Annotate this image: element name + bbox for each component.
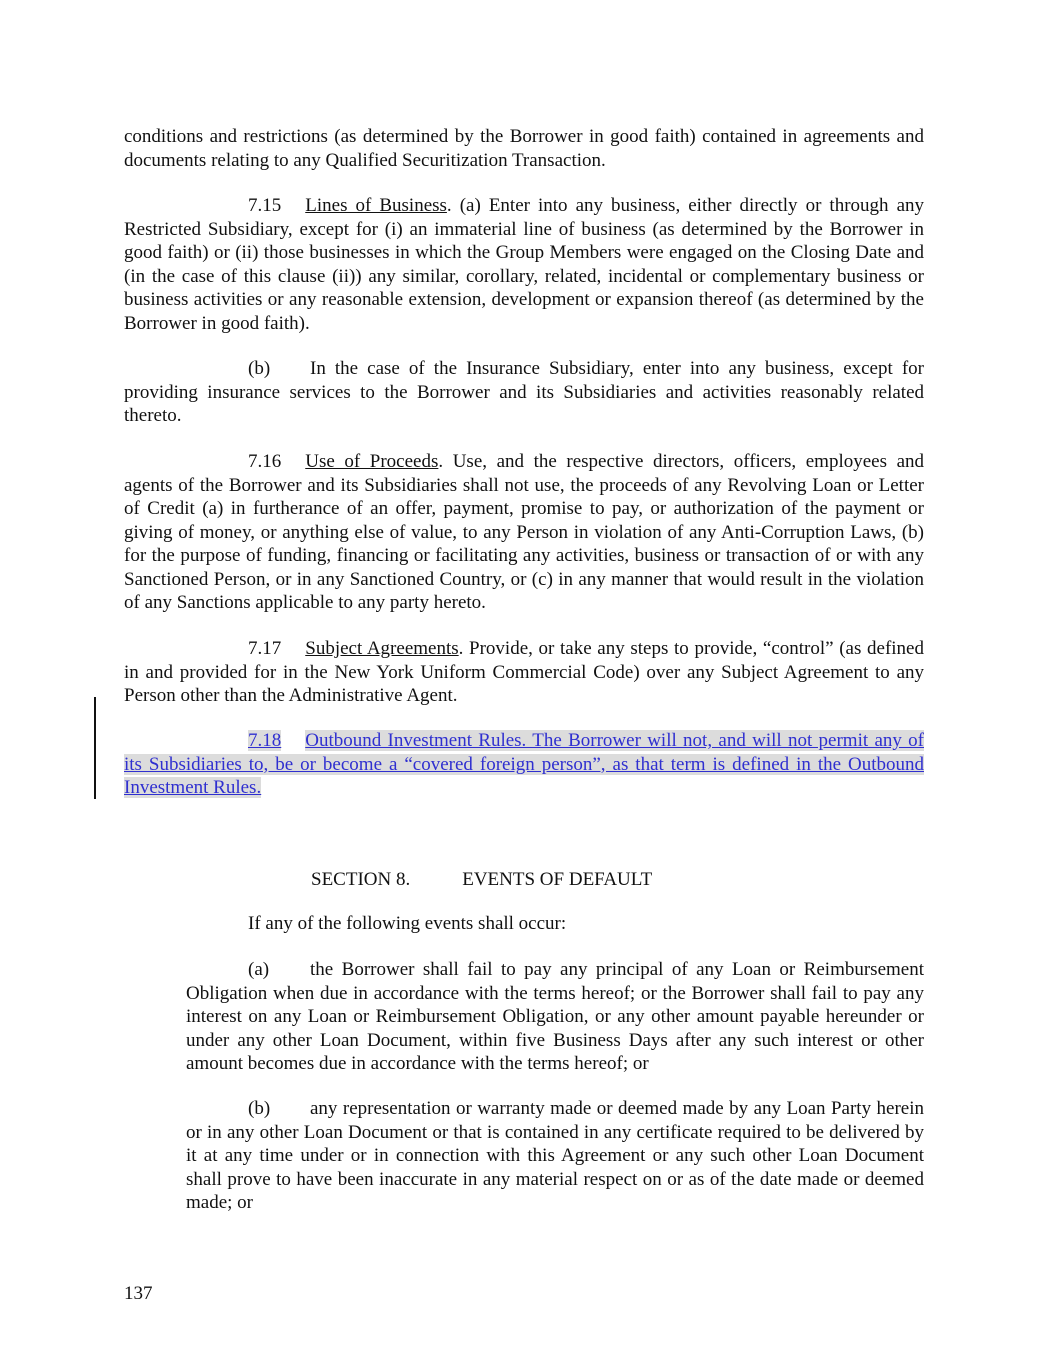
event-b — [186, 1097, 924, 1215]
event-a — [186, 958, 924, 1076]
event-text: the Borrower shall fail to pay any principal of any Loan or Reimbursement Obligation when due in accordance with the terms hereof; or the Borrower shall fail to pay any interest on any Loan or Reimbursement Obligation, or any other amount payable hereunder or under any other Loan Document, within five Business Days after any such interest or other amount becomes due in accordance with the terms hereof; or — [186, 959, 924, 1074]
section-8-title: EVENTS OF DEFAULT — [462, 869, 653, 890]
section-number: 7.15 — [248, 195, 282, 216]
section-number: 7.17 — [248, 638, 282, 659]
section-8-heading — [311, 868, 652, 892]
section-7-17 — [124, 637, 924, 708]
section-heading: Subject Agreements — [305, 638, 459, 659]
event-text: any representation or warranty made or deemed made by any Loan Party herein or in any other Loan Document or that is contained in any certificate required to be delivered by it at any time under or in connection with this Agreement or any such other Loan Document shall prove to have been inaccurate in any material respect on or as of the date made or deemed made; or — [186, 1098, 924, 1213]
events-intro — [124, 912, 924, 936]
intro-text: If any of the following events shall occur: — [248, 913, 567, 934]
section-number: 7.16 — [248, 451, 282, 472]
inserted-section-number[interactable]: 7.18 — [248, 730, 282, 751]
section-heading: Use of Proceeds — [305, 451, 439, 472]
section-7-15 — [124, 194, 924, 335]
section-7-16 — [124, 450, 924, 615]
section-text: . (a) Enter into any business, either directly or through any Restricted Subsidiary, except for (i) an immaterial line of business (as determined by the Borrower in good faith) or (ii) those businesses in which the Group Members were engaged on the Closing Date and (in the case of this clause (ii)) any similar, corollary, related, incidental or complementary business or business activities or any reasonable extension, development or expansion thereof (as determined by the Borrower in good faith). — [124, 195, 924, 334]
section-8-number: SECTION 8. — [311, 869, 411, 890]
section-text: . Provide, or take any steps to provide, “control” (as defined in and provided for in the New York Uniform Commercial Code) over any Subject Agreement to any Person other than the Administrative Agent. — [124, 638, 924, 706]
section-7-15-b — [124, 357, 924, 428]
section-text: . Use, and the respective directors, officers, employees and agents of the Borrower and its Subsidiaries shall not use, the proceeds of any Revolving Loan or Letter of Credit (a) in furtherance of an offer, payment, promise to pay, or authorization of the payment or giving of money, or anything else of value, to any Person in violation of any Anti-Corruption Laws, (b) for the purpose of funding, financing or facilitating any activities, business or transaction of or with any Sanctioned Person, or in any Sanctioned Country, or (c) in any manner that would result in the violation of any Sanctions applicable to any party hereto. — [124, 451, 925, 613]
section-7-18-inserted[interactable] — [124, 729, 924, 800]
inserted-section-text[interactable]: Outbound Investment Rules. The Borrower will not, and will not permit any of its Subsidiaries to, be or become a “covered foreign person”, as that term is defined in the Outbound Investment Rules. — [124, 730, 924, 798]
paragraph-text: conditions and restrictions (as determined by the Borrower in good faith) contained in agreements and documents relating to any Qualified Securitization Transaction. — [124, 126, 924, 171]
revision-change-bar — [94, 697, 96, 799]
event-label: (a) — [248, 959, 270, 980]
page-number: 137 — [124, 1283, 153, 1304]
clause-label: (b) — [248, 358, 271, 379]
clause-text: In the case of the Insurance Subsidiary, enter into any business, except for providing insurance services to the Borrower and its Subsidiaries and activities reasonably related thereto. — [124, 358, 924, 426]
event-label: (b) — [248, 1098, 271, 1119]
paragraph-continuation — [124, 125, 924, 172]
section-heading: Lines of Business — [305, 195, 447, 216]
